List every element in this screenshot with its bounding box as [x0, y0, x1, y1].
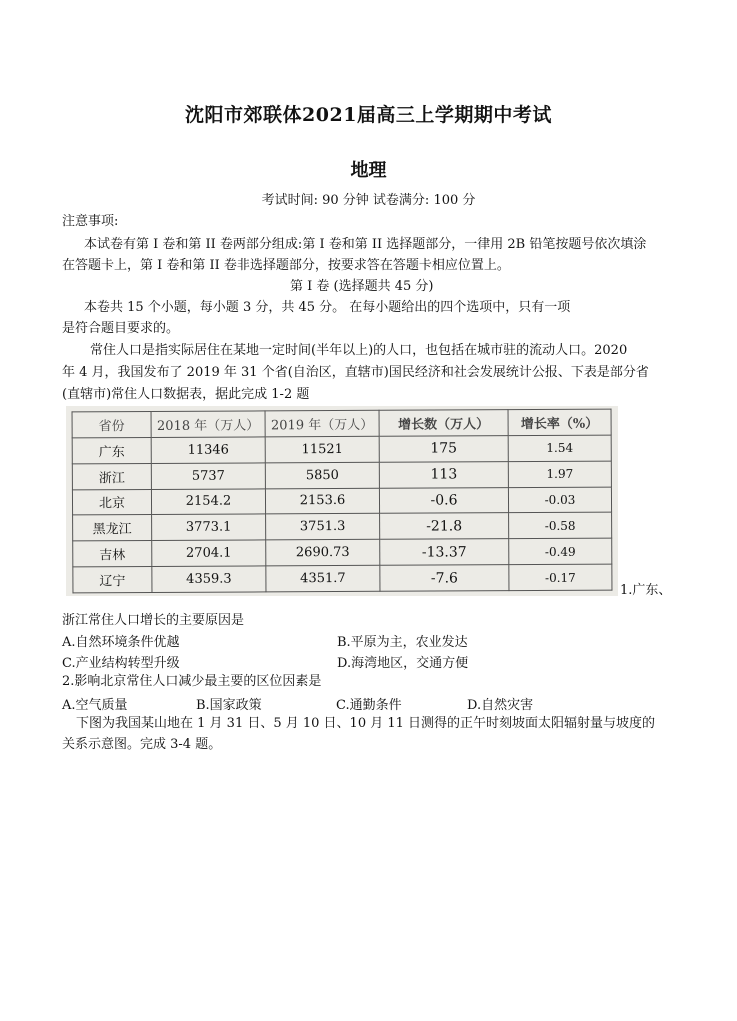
- table-cell: 5737: [151, 463, 265, 489]
- q2-option-d: D.自然灾害: [467, 698, 534, 713]
- q2-stem: 2.影响北京常住人口减少最主要的区位因素是: [62, 674, 322, 689]
- table-row: [72, 461, 611, 490]
- section-desc-2: 是符合题目要求的。: [62, 321, 180, 336]
- section-heading: 第 I 卷 (选择题共 45 分): [290, 279, 434, 294]
- table-header: 2019 年（万人）: [265, 410, 379, 436]
- table-header: 2018 年（万人）: [151, 411, 265, 437]
- exam-info: 考试时间: 90 分钟 试卷满分: 100 分: [261, 193, 476, 208]
- q2-option-b: B.国家政策: [196, 698, 262, 713]
- table-cell: 黑龙江: [73, 515, 152, 541]
- table-cell: 广东: [72, 437, 151, 463]
- q1-option-b: B.平原为主，农业发达: [337, 635, 468, 650]
- table-header-row: [72, 409, 611, 438]
- population-table-photo: [66, 406, 618, 596]
- table-header: 增长数（万人）: [379, 410, 508, 437]
- table-cell: 11346: [151, 437, 265, 463]
- table-cell: -0.58: [509, 512, 612, 538]
- table-cell: -13.37: [380, 539, 509, 566]
- q1-option-c: C.产业结构转型升级: [62, 656, 180, 671]
- table-header: 省份: [72, 411, 151, 437]
- table-cell: 4359.3: [152, 566, 266, 593]
- subject-title: 地理: [350, 160, 387, 181]
- table-cell: 11521: [265, 436, 379, 462]
- passage1-line-3: (直辖市)常住人口数据表，据此完成 1-2 题: [62, 387, 310, 402]
- table-row: [73, 538, 612, 567]
- q1-stem-b: 浙江常住人口增长的主要原因是: [62, 613, 245, 628]
- table-cell: 2154.2: [151, 488, 265, 514]
- q2-option-c: C.通勤条件: [336, 698, 402, 713]
- section-desc-1: 本卷共 15 个小题，每小题 3 分，共 45 分。 在每小题给出的四个选项中，只有一项: [84, 300, 571, 315]
- table-cell: 113: [379, 461, 508, 488]
- table-cell: 1.97: [508, 461, 611, 487]
- q1-option-d: D.海湾地区，交通方便: [337, 656, 469, 671]
- q2-option-a: A.空气质量: [62, 698, 128, 713]
- notice-line-1: 本试卷有第 I 卷和第 II 卷两部分组成:第 I 卷和第 II 选择题部分，一律用 2B 铅笔按题号依次填涂: [84, 237, 647, 252]
- q1-option-a: A.自然环境条件优越: [62, 635, 180, 650]
- passage1-line-2: 年 4 月，我国发布了 2019 年 31 个省(自治区，直辖市)国民经济和社会发展统计公报、下表是部分省: [62, 365, 649, 380]
- table-cell: 北京: [72, 489, 151, 515]
- table-cell: 辽宁: [73, 567, 152, 593]
- notice-heading: 注意事项:: [62, 214, 119, 229]
- table-cell: 3773.1: [152, 514, 266, 540]
- table-cell: 吉林: [73, 541, 152, 567]
- table-cell: 3751.3: [266, 514, 380, 540]
- table-cell: -0.6: [379, 487, 508, 514]
- passage1-line-1: 常住人口是指实际居住在某地一定时间(半年以上)的人口，也包括在城市驻的流动人口。2020: [90, 343, 628, 358]
- population-table: [72, 409, 613, 594]
- table-row: [72, 487, 611, 516]
- table-header: 增长率（%）: [508, 409, 611, 435]
- exam-title: 沈阳市郊联体2021届高三上学期期中考试: [185, 104, 552, 126]
- table-cell: -0.49: [509, 538, 612, 564]
- passage2-line-2: 关系示意图。完成 3-4 题。: [62, 737, 222, 752]
- table-cell: -0.17: [509, 564, 612, 590]
- table-cell: -0.03: [508, 487, 611, 513]
- table-cell: -7.6: [380, 565, 509, 592]
- table-row: [73, 564, 612, 593]
- table-row: [73, 512, 612, 541]
- table-cell: 浙江: [72, 463, 151, 489]
- notice-line-2: 在答题卡上，第 I 卷和第 II 卷非选择题部分，按要求答在答题卡相应位置上。: [62, 258, 510, 273]
- table-cell: 175: [379, 435, 508, 462]
- q1-stem-a: 1.广东、: [620, 583, 672, 598]
- table-cell: 4351.7: [266, 565, 380, 592]
- table-cell: 2704.1: [152, 540, 266, 566]
- table-cell: 2153.6: [265, 488, 379, 514]
- passage2-line-1: 下图为我国某山地在 1 月 31 日、5 月 10 日、10 月 11 日测得的正午时刻坡面太阳辐射量与坡度的: [76, 716, 656, 731]
- table-cell: 1.54: [508, 435, 611, 461]
- table-cell: 5850: [265, 462, 379, 488]
- table-cell: -21.8: [380, 513, 509, 540]
- table-cell: 2690.73: [266, 540, 380, 566]
- table-row: [72, 435, 611, 464]
